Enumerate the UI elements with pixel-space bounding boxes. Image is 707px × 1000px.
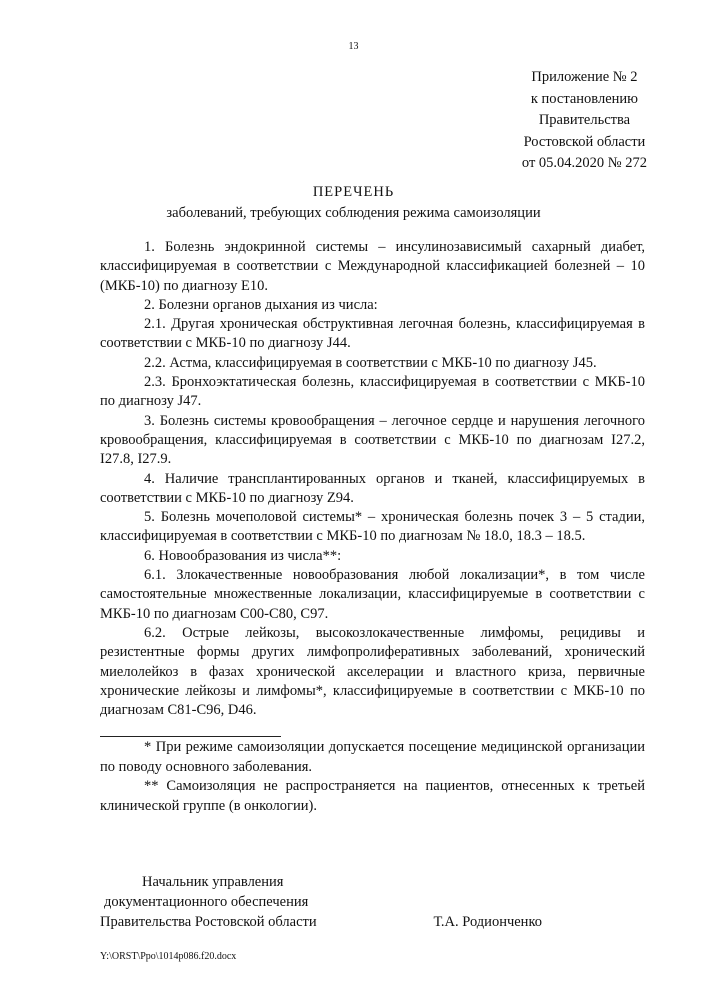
list-item: 2.2. Астма, классифицируемая в соответствии с МКБ-10 по диагнозу J45.	[144, 354, 597, 371]
list-item: 6.1. Злокачественные новообразования любой локализации*, в том числе самостоятельные множественные локализации, классифицируемые в соответствии с МКБ-10 по диагнозам С00-С80, С97.	[100, 567, 645, 622]
signer-position-line: Правительства Ростовской области	[100, 914, 317, 930]
signer-position-line: документационного обеспечения	[104, 894, 309, 910]
list-item: 5. Болезнь мочеполовой системы* – хроническая болезнь почек 3 – 5 стадии, классифицируемая в соответствии с МКБ-10 по диагнозам № 18.0, 18.3 – 18.5.	[100, 509, 645, 545]
page-number: 13	[348, 41, 359, 52]
annex-line: Ростовской области	[523, 133, 646, 150]
footnote-separator	[100, 736, 281, 737]
signer-name: Т.А. Родионченко	[433, 914, 542, 930]
signer-position-line: Начальник управления	[142, 874, 284, 890]
footnote: ** Самоизоляция не распространяется на пациентов, отнесенных к третьей клинической группе (в онкологии).	[100, 778, 645, 814]
list-item: 2.1. Другая хроническая обструктивная легочная болезнь, классифицируемая в соответствии с МКБ-10 по диагнозу J44.	[100, 316, 645, 352]
annex-header	[522, 67, 647, 175]
list-item: 4. Наличие трансплантированных органов и тканей, классифицируемых в соответствии с МКБ-10 по диагнозу Z94.	[100, 470, 645, 506]
document-file-path: Y:\ORST\Ppo\1014p086.f20.docx	[100, 951, 237, 962]
footnotes	[100, 738, 645, 816]
list-item: 2.3. Бронхоэктатическая болезнь, классифицируемая в соответствии с МКБ-10 по диагнозу J47.	[100, 374, 645, 410]
footnote: * При режиме самоизоляции допускается посещение медицинской организации по поводу основного заболевания.	[100, 739, 645, 775]
document-subtitle: заболеваний, требующих соблюдения режима самоизоляции	[166, 205, 541, 221]
list-item: 6.2. Острые лейкозы, высокозлокачественные лимфомы, рецидивы и резистентные формы других лимфопролиферативных заболеваний, хронический миелолейкоз в фазах хронической акселерации и властного криза, первичные хронические лейкозы и лимфомы*, классифицируемые в соответствии с МКБ-10 по диагнозам С81-С96, D46.	[100, 624, 645, 719]
document-heading	[0, 182, 707, 224]
signature-block	[100, 872, 645, 932]
annex-line: Правительства	[538, 112, 631, 128]
disease-list	[100, 238, 645, 720]
annex-line: к постановлению	[530, 90, 638, 107]
annex-line: от 05.04.2020 № 272	[521, 155, 647, 171]
list-item: 1. Болезнь эндокринной системы – инсулинозависимый сахарный диабет, классифицируемая в соответствии с Международной классификацией болезней – 10 (МКБ-10) по диагнозу Е10.	[100, 239, 645, 294]
list-item: 6. Новообразования из числа**:	[144, 547, 342, 564]
list-item: 2. Болезни органов дыхания из числа:	[144, 296, 378, 313]
list-item: 3. Болезнь системы кровообращения – легочное сердце и нарушения легочного кровообращения, классифицируемая в соответствии с МКБ-10 по диагнозам I27.2, I27.8, I27.9.	[100, 412, 645, 468]
signer-position-row	[100, 912, 645, 932]
annex-line: Приложение № 2	[531, 69, 638, 85]
document-title: ПЕРЕЧЕНЬ	[312, 184, 395, 200]
